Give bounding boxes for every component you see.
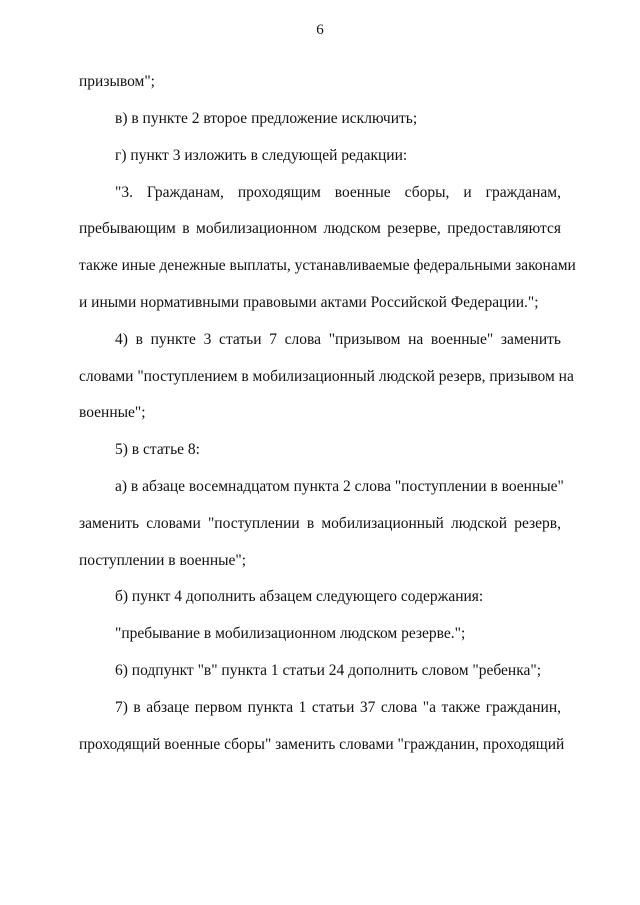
- text-line: и иными нормативными правовыми актами Российской Федерации.";: [79, 294, 539, 311]
- text-line: а) в абзаце восемнадцатом пункта 2 слова "поступлении в военные": [115, 478, 564, 495]
- text-line: г) пункт 3 изложить в следующей редакции:: [115, 147, 408, 164]
- text-line: 4) в пункте 3 статьи 7 слова "призывом на военные" заменить: [115, 331, 561, 348]
- text-line: пребывающим в мобилизационном людском резерве, предоставляются: [79, 220, 561, 237]
- page-number: 6: [316, 22, 324, 38]
- text-line: также иные денежные выплаты, устанавливаемые федеральными законами: [79, 257, 576, 274]
- text-line: словами "поступлением в мобилизационный людской резерв, призывом на: [79, 368, 574, 385]
- text-line: 7) в абзаце первом пункта 1 статьи 37 слова "а также гражданин,: [115, 699, 561, 716]
- text-line: "3. Гражданам, проходящим военные сборы, и гражданам,: [115, 184, 561, 201]
- text-line: в) в пункте 2 второе предложение исключить;: [115, 110, 418, 127]
- text-line: заменить словами "поступлении в мобилизационный людской резерв,: [79, 515, 561, 532]
- text-line: 6) подпункт "в" пункта 1 статьи 24 дополнить словом "ребенка";: [115, 662, 542, 679]
- text-line: военные";: [79, 404, 146, 421]
- text-line: проходящий военные сборы" заменить словами "гражданин, проходящий: [79, 736, 565, 753]
- text-line: призывом";: [79, 73, 155, 90]
- text-line: "пребывание в мобилизационном людском резерве.";: [115, 625, 466, 642]
- text-line: поступлении в военные";: [79, 552, 247, 569]
- text-line: б) пункт 4 дополнить абзацем следующего содержания:: [115, 588, 484, 605]
- text-line: 5) в статье 8:: [115, 441, 200, 458]
